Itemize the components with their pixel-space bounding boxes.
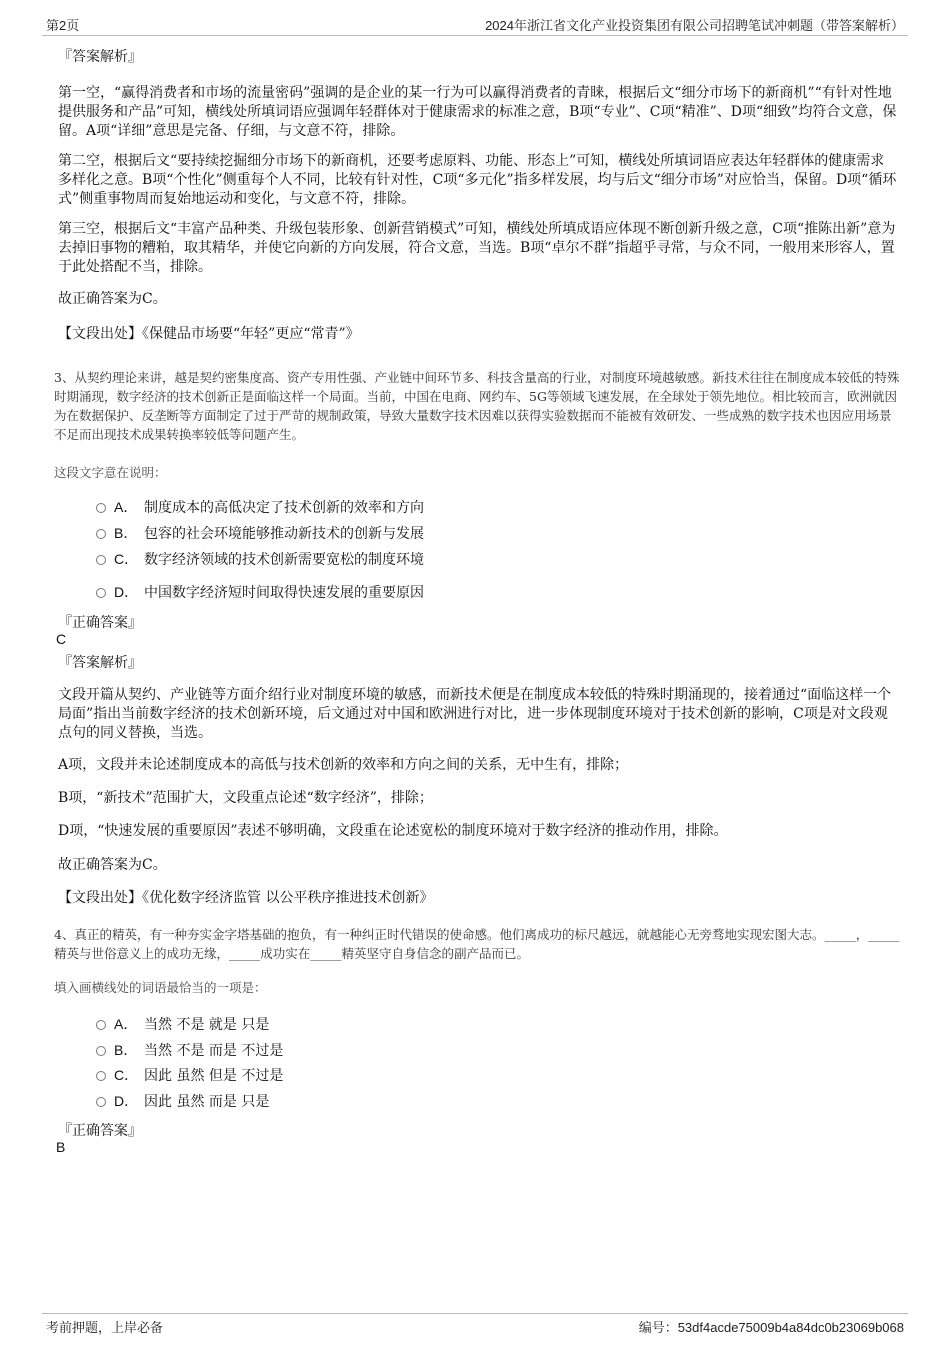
radio-icon[interactable]: [96, 529, 106, 539]
q3-answer-label: 『正确答案』: [58, 615, 142, 631]
radio-icon[interactable]: [96, 1097, 106, 1107]
q3-analysis-label: 『答案解析』: [58, 655, 142, 671]
q3-option-c-letter: C．: [114, 551, 139, 567]
page-footer: [42, 1313, 908, 1338]
q2-analysis-p2: 第二空，根据后文“要持续挖掘细分市场下的新商机，还要考虑原料、功能、形态上”可知，横线处所填词语应表达年轻群体的健康需求多样化之意。B项“个性化”侧重每个人不同，比较有针对性，C项“多元化”指多样发展，均与后文“细分市场”对应恰当，保留。D项“循环式”侧重事物周而复始地运动和变化，与文意不符，排除。: [58, 153, 897, 207]
q3-option-d-letter: D．: [114, 584, 139, 600]
q3-option-a[interactable]: [96, 497, 424, 518]
q2-source: 【文段出处】《保健品市场要“年轻”更应“常青”》: [58, 326, 360, 342]
q4-option-b-letter: B．: [114, 1042, 138, 1058]
radio-icon[interactable]: [96, 1046, 106, 1056]
radio-icon[interactable]: [96, 503, 106, 513]
radio-icon[interactable]: [96, 555, 106, 565]
q3-option-a-text: 制度成本的高低决定了技术创新的效率和方向: [144, 500, 424, 516]
radio-icon[interactable]: [96, 1020, 106, 1030]
q4-option-a-text: 当然 不是 就是 只是: [144, 1017, 270, 1033]
q2-analysis-p3: 第三空，根据后文“丰富产品种类、升级包装形象、创新营销模式”可知，横线处所填成语应体现不断创新升级之意，C项“推陈出新”意为去掉旧事物的糟粕，取其精华，并使它向新的方向发展，符合文意，当选。B项“卓尔不群”指超乎寻常，与众不同，一般用来形容人，置于此处搭配不当，排除。: [58, 221, 896, 275]
q2-analysis-label: 『答案解析』: [58, 49, 142, 65]
q3-option-c-text: 数字经济领域的技术创新需要宽松的制度环境: [144, 552, 424, 568]
q4-answer: B: [56, 1139, 66, 1155]
q4-option-c-text: 因此 虽然 但是 不过是: [144, 1068, 284, 1084]
q4-stem: 4、真正的精英，有一种夯实金字塔基础的抱负，有一种纠正时代错误的使命感。他们离成功的标尺越远，就越能心无旁骛地实现宏图大志。_____，_____精英与世俗意义上的成功无缘，_____成功实在_____精英坚守自身信念的副产品而已。: [54, 927, 900, 961]
radio-icon[interactable]: [96, 1071, 106, 1081]
q4-option-d-letter: D．: [114, 1093, 139, 1109]
q3-option-b-text: 包容的社会环境能够推动新技术的创新与发展: [144, 526, 424, 542]
q3-option-c[interactable]: [96, 549, 424, 570]
q4-answer-label: 『正确答案』: [58, 1123, 142, 1139]
q3-analysis-p4: D项，“快速发展的重要原因”表述不够明确，文段重在论述宽松的制度环境对于数字经济的推动作用，排除。: [58, 823, 728, 839]
q4-option-a[interactable]: [96, 1014, 269, 1035]
q3-option-a-letter: A．: [114, 499, 138, 515]
q3-answer: C: [56, 631, 67, 647]
q4-option-d-text: 因此 虽然 而是 只是: [144, 1094, 270, 1110]
q4-option-c-letter: C．: [114, 1067, 139, 1083]
q3-option-d-text: 中国数字经济短时间取得快速发展的重要原因: [144, 585, 424, 601]
radio-icon[interactable]: [96, 588, 106, 598]
document-title: 2024年浙江省文化产业投资集团有限公司招聘笔试冲刺题（带答案解析）: [485, 18, 904, 33]
q4-option-a-letter: A．: [114, 1016, 138, 1032]
q3-conclusion: 故正确答案为C。: [58, 857, 167, 873]
q3-option-b-letter: B．: [114, 525, 138, 541]
q3-source: 【文段出处】《优化数字经济监管 以公平秩序推进技术创新》: [58, 890, 434, 906]
q2-analysis-p1: 第一空，“赢得消费者和市场的流量密码”强调的是企业的某一行为可以赢得消费者的青睐，根据后文“细分市场下的新商机”“有针对性地提供服务和产品”可知，横线处所填词语应强调年轻群体对于健康需求的标准之意，B项“专业”、C项“精准”、D项“细致”均符合文意，保留。A项“详细”意思是完备、仔细，与文意不符，排除。: [58, 85, 897, 139]
footer-slogan: 考前押题，上岸必备: [46, 1320, 164, 1335]
q4-option-b[interactable]: [96, 1040, 283, 1061]
q3-prompt: 这段文字意在说明：: [54, 465, 167, 480]
q3-option-b[interactable]: [96, 523, 424, 544]
q2-conclusion: 故正确答案为C。: [58, 291, 167, 307]
page-header: [42, 13, 908, 36]
q4-prompt: 填入画横线处的词语最恰当的一项是：: [54, 980, 267, 995]
q3-analysis-p1: 文段开篇从契约、产业链等方面介绍行业对制度环境的敏感，而新技术便是在制度成本较低的特殊时期涌现的，接着通过“面临这样一个局面”指出当前数字经济的技术创新环境，后文通过对中国和欧洲进行对比，进一步体现制度环境对于技术创新的影响，C项是对文段观点句的同义替换，当选。: [58, 687, 892, 741]
page-number: 第2页: [46, 18, 80, 33]
q4-option-b-text: 当然 不是 而是 不过是: [144, 1043, 284, 1059]
q3-option-d[interactable]: [96, 582, 424, 603]
q3-stem: 3、从契约理论来讲，越是契约密集度高、资产专用性强、产业链中间环节多、科技含量高的行业，对制度环境越敏感。新技术往往在制度成本较低的特殊时期涌现，数字经济的技术创新正是面临这样一个局面。当前，中国在电商、网约车、5G等领域飞速发展，在全球处于领先地位。相比较而言，欧洲就因为在数据保护、反垄断等方面制定了过于严苛的规制政策，导致大量数字技术因难以获得实验数据而不能被有效研发、一些成熟的数字技术也因应用场景不足而出现技术成果转换率较低等问题产生。: [54, 370, 900, 442]
footer-serial: 编号：53df4acde75009b4a84dc0b23069b068: [638, 1320, 904, 1335]
q3-analysis-p2: A项，文段并未论述制度成本的高低与技术创新的效率和方向之间的关系，无中生有，排除；: [58, 757, 629, 773]
q3-analysis-p3: B项，“新技术”范围扩大，文段重点论述“数字经济”，排除；: [58, 790, 433, 806]
q4-option-d[interactable]: [96, 1091, 269, 1112]
q4-option-c[interactable]: [96, 1065, 283, 1086]
